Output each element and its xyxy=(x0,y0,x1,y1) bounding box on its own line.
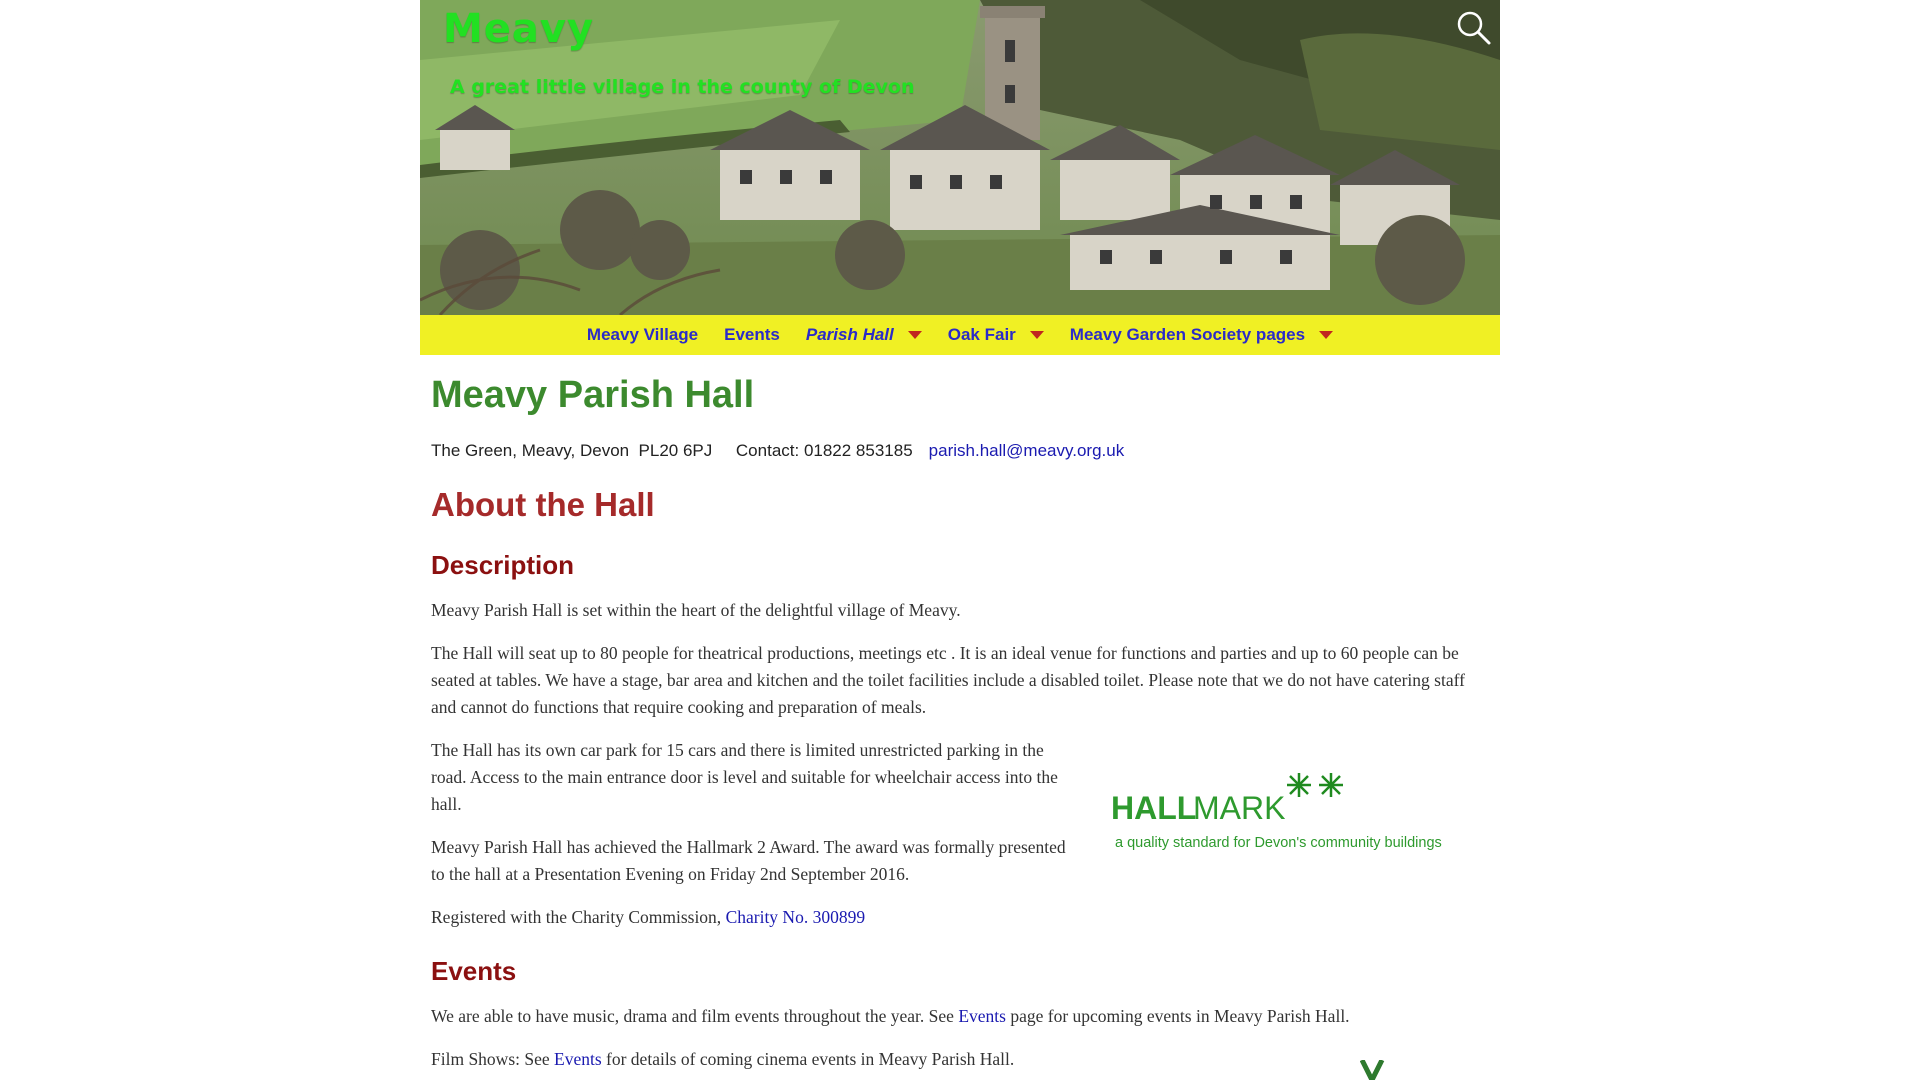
nav-item-events[interactable] xyxy=(711,325,793,345)
partial-logo-icon xyxy=(1360,1060,1400,1080)
nav-item-oak-fair[interactable] xyxy=(935,325,1057,345)
film-events-link[interactable]: Events xyxy=(554,1049,602,1069)
main-content xyxy=(420,373,1500,1073)
paragraph-intro: Meavy Parish Hall is set within the heart of the delightful village of Meavy. xyxy=(431,600,961,620)
caret-down-icon[interactable] xyxy=(1319,331,1333,339)
nav-item-label: Meavy Garden Society pages xyxy=(1069,325,1306,344)
nav-item-label: Events xyxy=(724,325,780,344)
site-tagline: A great little village in the county of Devon xyxy=(450,76,915,98)
search-button[interactable] xyxy=(1454,8,1494,48)
events-link[interactable]: Events xyxy=(958,1006,1006,1026)
hallmark-word-light: MARK xyxy=(1193,790,1286,826)
events-prefix: We are able to have music, drama and film events throughout the year. See xyxy=(431,1006,959,1026)
film-suffix: for details of coming cinema events in Meavy Parish Hall. xyxy=(601,1049,1015,1069)
hallmark-section xyxy=(431,737,1489,931)
main-nav xyxy=(420,315,1500,355)
paragraph-film-shows xyxy=(431,1046,1489,1073)
paragraph-parking: The Hall has its own car park for 15 cars and there is limited unrestricted parking in the road. Access to the main entrance door is level and suitable for wheelchair access into the hall. xyxy=(431,740,1058,814)
paragraph-award: Meavy Parish Hall has achieved the Hallmark 2 Award. The award was formally presented to the hall at a Presentation Evening on Friday 2nd September 2016. xyxy=(431,837,1066,884)
hallmark-stars-icon xyxy=(1287,773,1343,797)
page xyxy=(420,0,1500,1080)
events-suffix: page for upcoming events in Meavy Parish Hall. xyxy=(1005,1006,1350,1026)
caret-down-icon[interactable] xyxy=(1030,331,1044,339)
nav-item-label: Oak Fair xyxy=(947,325,1016,344)
paragraph-charity xyxy=(431,904,1071,931)
email-link[interactable]: parish.hall@meavy.org.uk xyxy=(928,441,1125,460)
address-text: The Green, Meavy, Devon PL20 6PJ xyxy=(431,441,713,460)
hallmark-caption: a quality standard for Devon's community buildings xyxy=(1115,835,1442,851)
site-header xyxy=(420,0,1500,315)
hallmark-word-bold: HALL xyxy=(1111,790,1197,826)
charity-link[interactable]: Charity No. 300899 xyxy=(725,907,866,927)
nav-item-parish-hall[interactable] xyxy=(793,325,935,345)
search-icon xyxy=(1454,8,1494,48)
page-title: Meavy Parish Hall xyxy=(431,374,755,416)
events-heading: Events xyxy=(431,956,517,986)
nav-item-meavy-village[interactable] xyxy=(574,325,711,345)
paragraph-events xyxy=(431,1003,1489,1030)
nav-item-label: Parish Hall xyxy=(805,325,894,344)
description-heading: Description xyxy=(431,550,575,580)
caret-down-icon[interactable] xyxy=(908,331,922,339)
about-heading: About the Hall xyxy=(431,486,655,523)
film-prefix: Film Shows: See xyxy=(431,1049,555,1069)
site-title[interactable]: Meavy xyxy=(443,6,595,52)
contact-phone: Contact: 01822 853185 xyxy=(735,441,913,460)
nav-item-garden-society[interactable] xyxy=(1057,325,1346,345)
paragraph-capacity: The Hall will seat up to 80 people for theatrical productions, meetings etc . It is an ideal venue for functions and parties and up to 60 people can be seated at tables. We have a stage, bar area and kitchen and the toilet facilities include a disabled toilet. Please note that we do not have catering staff and cannot do functions that require cooking and preparation of meals. xyxy=(431,643,1465,717)
contact-line xyxy=(431,441,1489,461)
charity-prefix: Registered with the Charity Commission, xyxy=(431,907,726,927)
nav-item-label: Meavy Village xyxy=(586,325,699,344)
hallmark-logo xyxy=(1109,767,1499,857)
